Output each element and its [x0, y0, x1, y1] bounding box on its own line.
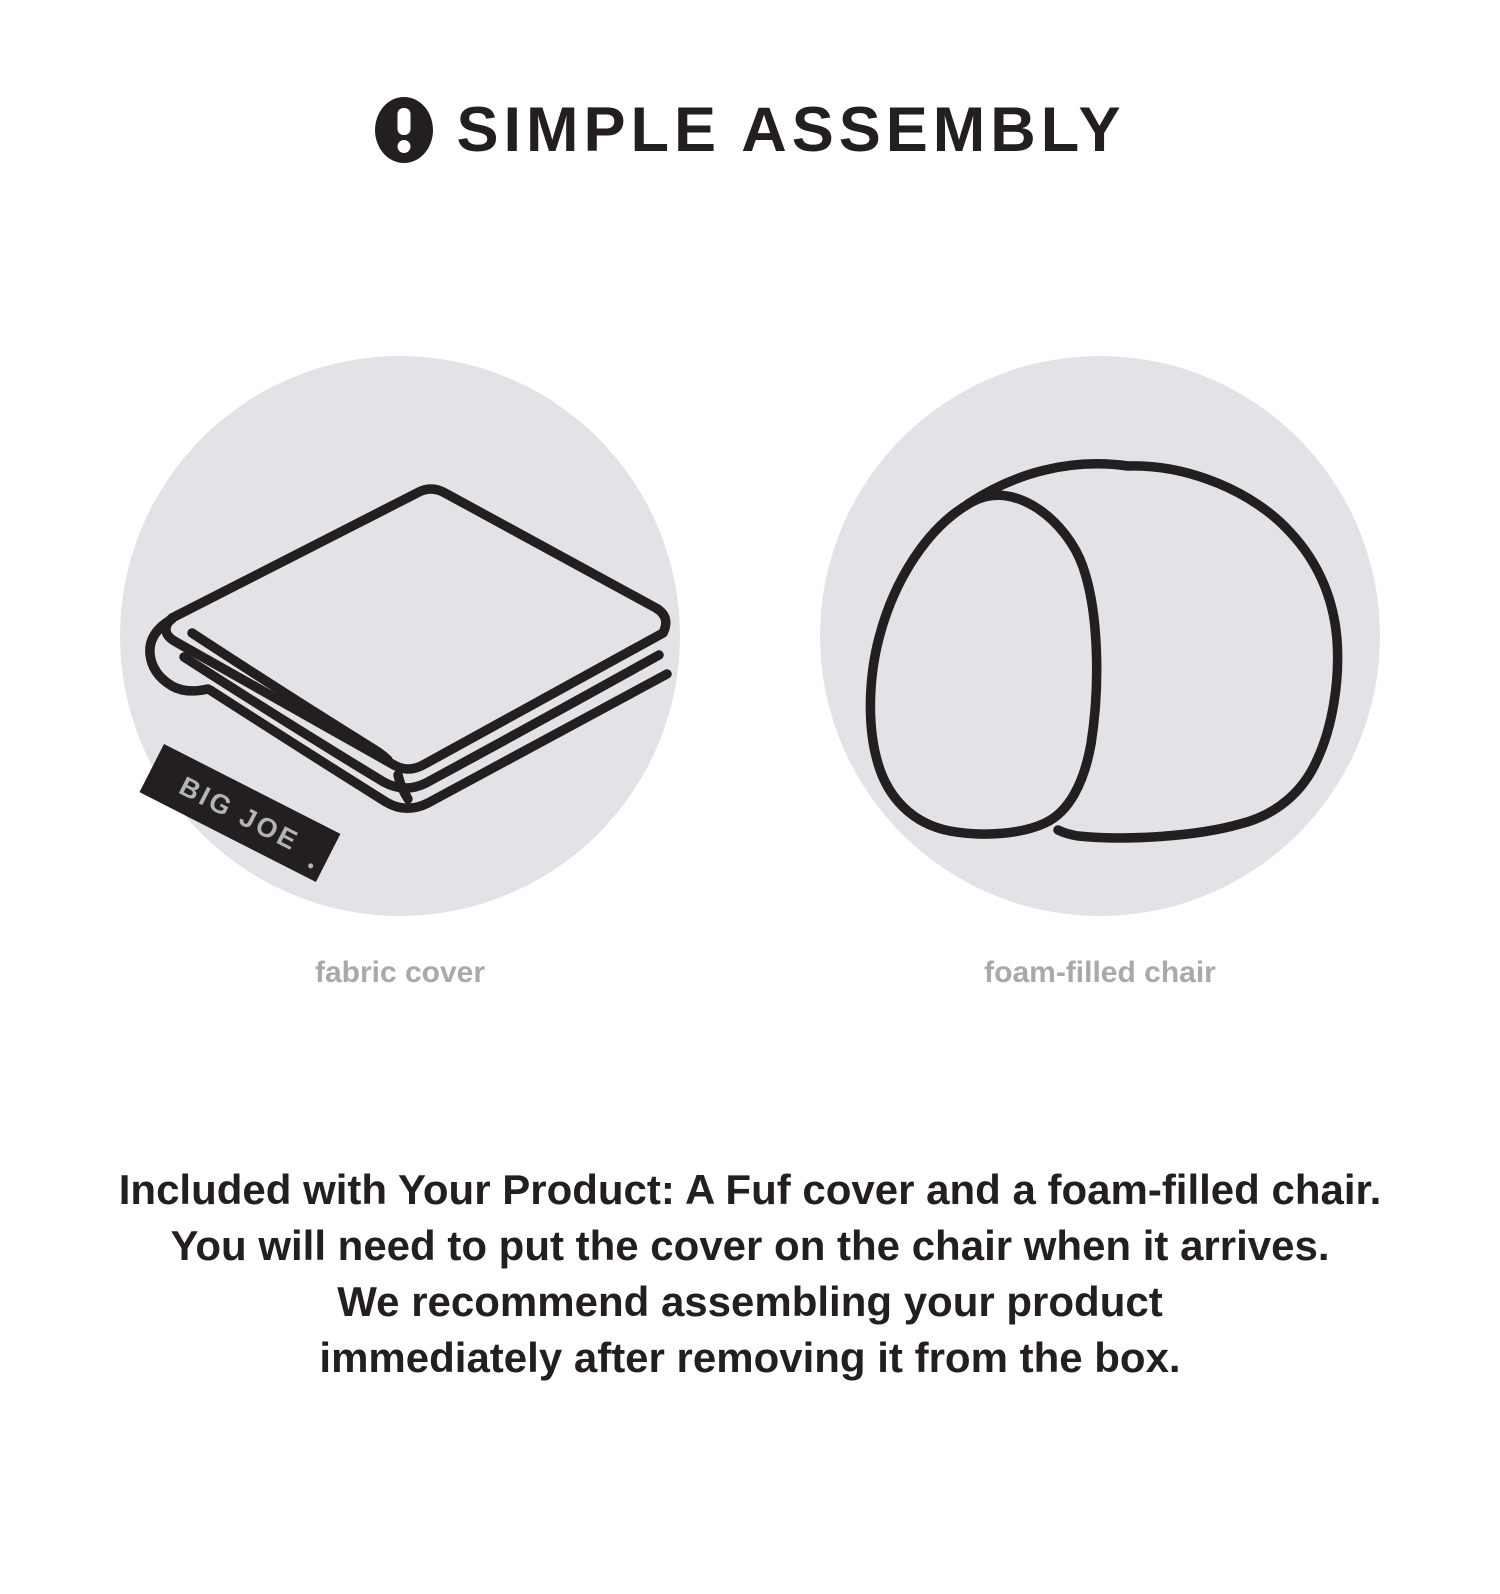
chair-outer-body [968, 464, 1338, 838]
body-line: immediately after removing it from the box. [319, 1334, 1181, 1381]
fabric-cover-circle [120, 356, 680, 916]
foam-chair-circle [820, 356, 1380, 916]
page-title: SIMPLE ASSEMBLY [456, 95, 1126, 165]
body-line: Included with Your Product: A Fuf cover and a foam-filled chair. [118, 1166, 1382, 1213]
exclamation-circle-icon [375, 97, 433, 163]
body-line: We recommend assembling your product [337, 1278, 1163, 1325]
foam-filled-chair-illustration [820, 356, 1380, 916]
big-joe-tag [139, 744, 340, 882]
folded-fabric-cover-illustration [120, 356, 680, 916]
big-joe-tag-label: BIG JOE [174, 770, 305, 857]
figure-fabric-cover [120, 356, 680, 990]
cover-top-face [166, 489, 666, 769]
fabric-cover-caption: fabric cover [314, 956, 486, 989]
figure-foam-chair [820, 356, 1380, 990]
figures-row [0, 356, 1500, 990]
body-line: You will need to put the cover on the chair when it arrives. [170, 1222, 1330, 1269]
body-text [0, 1162, 1500, 1386]
chair-front-face [870, 495, 1096, 834]
foam-chair-caption: foam-filled chair [984, 956, 1216, 989]
page-header [0, 94, 1500, 166]
